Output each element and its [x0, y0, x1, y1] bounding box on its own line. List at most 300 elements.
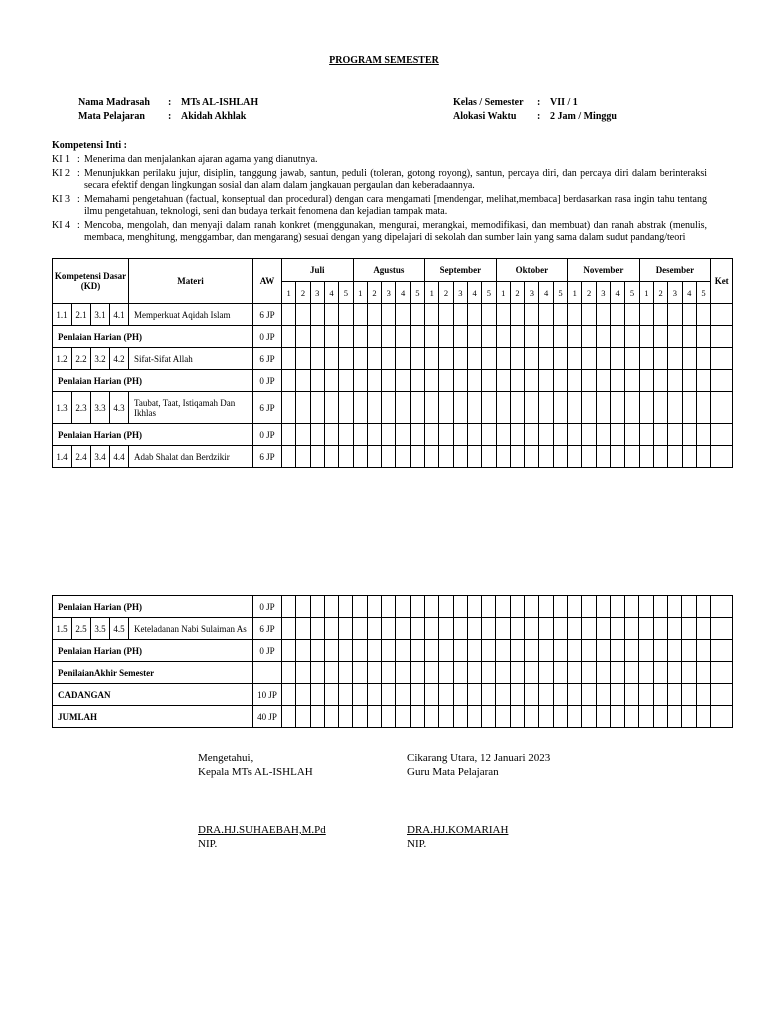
week-cell — [496, 618, 510, 640]
week-cell — [453, 684, 467, 706]
week-cell — [582, 304, 596, 326]
table-row — [53, 706, 733, 728]
week-cell — [339, 446, 353, 468]
week-cell — [310, 326, 324, 348]
ki-text: Menunjukkan perilaku jujur, disiplin, tanggung jawab, santun, peduli (toleran, gotong royong), santun, percaya diri, dan percaya diri dalam berinteraksi secara efektif dengan lingkungan sosial dan alam dalam jangkauan pergaulan dan keberadaannya. — [84, 168, 707, 191]
ki-item — [52, 154, 707, 166]
ket-cell — [711, 304, 733, 326]
week-number: 4 — [396, 282, 410, 304]
week-cell — [482, 684, 496, 706]
week-number: 3 — [668, 282, 682, 304]
row-label-cell: PenilaianAkhir Semester — [53, 662, 253, 684]
week-number: 4 — [539, 282, 553, 304]
ket-cell — [710, 640, 732, 662]
row-label-cell: JUMLAH — [53, 706, 253, 728]
aw-cell: 10 JP — [253, 684, 282, 706]
week-number: 1 — [496, 282, 510, 304]
week-cell — [539, 618, 553, 640]
week-cell — [353, 370, 367, 392]
week-cell — [367, 326, 381, 348]
week-cell — [625, 348, 639, 370]
week-cell — [496, 392, 510, 424]
aw-cell: 0 JP — [253, 326, 282, 348]
week-cell — [282, 348, 296, 370]
row-label-cell: Penlaian Harian (PH) — [53, 370, 253, 392]
week-cell — [424, 618, 438, 640]
week-cell — [382, 446, 396, 468]
week-cell — [582, 348, 596, 370]
week-cell — [525, 706, 539, 728]
week-cell — [324, 618, 338, 640]
week-number: 2 — [439, 282, 453, 304]
week-cell — [596, 706, 610, 728]
ki-item — [52, 220, 707, 256]
week-cell — [453, 446, 467, 468]
signature-right — [407, 751, 550, 851]
week-cell — [339, 326, 353, 348]
week-cell — [339, 618, 353, 640]
week-cell — [611, 304, 625, 326]
week-cell — [610, 596, 624, 618]
week-cell — [439, 424, 453, 446]
week-cell — [482, 618, 496, 640]
week-number: 5 — [625, 282, 639, 304]
week-cell — [310, 348, 324, 370]
signature-left — [198, 751, 326, 851]
table-row — [53, 446, 733, 468]
week-number: 2 — [653, 282, 667, 304]
kd-code-cell: 1.4 — [53, 446, 72, 468]
week-cell — [282, 424, 296, 446]
week-cell — [353, 662, 367, 684]
week-cell — [324, 326, 338, 348]
week-cell — [668, 596, 682, 618]
aw-cell: 6 JP — [253, 348, 282, 370]
week-cell — [339, 304, 353, 326]
aw-cell: 6 JP — [253, 392, 282, 424]
kd-code-cell: 1.2 — [53, 348, 72, 370]
aw-cell: 40 JP — [253, 706, 282, 728]
week-cell — [639, 684, 653, 706]
week-cell — [396, 370, 410, 392]
week-cell — [668, 392, 682, 424]
week-cell — [296, 662, 310, 684]
week-number: 1 — [282, 282, 296, 304]
week-cell — [425, 370, 439, 392]
week-cell — [582, 662, 596, 684]
week-cell — [367, 640, 381, 662]
week-cell — [653, 424, 667, 446]
week-cell — [396, 618, 410, 640]
week-cell — [367, 424, 381, 446]
row-label-cell: Penlaian Harian (PH) — [53, 640, 253, 662]
week-cell — [696, 706, 710, 728]
ki-item — [52, 194, 707, 218]
week-cell — [625, 370, 639, 392]
week-cell — [496, 370, 510, 392]
kd-code-cell: 4.5 — [110, 618, 129, 640]
kd-code-cell: 1.5 — [53, 618, 72, 640]
kd-code-cell: 2.3 — [72, 392, 91, 424]
week-cell — [367, 706, 381, 728]
signature-left-line2: Kepala MTs AL-ISHLAH — [198, 766, 313, 778]
week-cell — [568, 392, 582, 424]
kd-code-cell: 1.3 — [53, 392, 72, 424]
week-cell — [339, 684, 353, 706]
week-cell — [296, 370, 310, 392]
row-label-cell: CADANGAN — [53, 684, 253, 706]
ki-colon: : — [77, 220, 80, 231]
week-cell — [282, 596, 296, 618]
week-cell — [425, 424, 439, 446]
week-cell — [353, 446, 367, 468]
week-cell — [567, 684, 581, 706]
aw-cell: 6 JP — [253, 446, 282, 468]
week-cell — [396, 640, 410, 662]
week-cell — [424, 662, 438, 684]
week-cell — [382, 424, 396, 446]
week-cell — [324, 348, 338, 370]
week-cell — [567, 706, 581, 728]
week-cell — [439, 446, 453, 468]
ki-code: KI 1 — [52, 154, 71, 165]
week-number: 1 — [568, 282, 582, 304]
week-cell — [453, 596, 467, 618]
kd-code-cell: 1.1 — [53, 304, 72, 326]
week-cell — [553, 304, 567, 326]
week-cell — [496, 684, 510, 706]
week-cell — [410, 326, 424, 348]
week-cell — [310, 424, 324, 446]
table-row — [53, 596, 733, 618]
week-cell — [367, 392, 381, 424]
week-cell — [382, 618, 396, 640]
alokasi-waktu-colon: : — [537, 111, 541, 122]
week-cell — [653, 392, 667, 424]
week-cell — [682, 326, 696, 348]
week-cell — [482, 662, 496, 684]
week-cell — [611, 446, 625, 468]
row-label-cell: Penlaian Harian (PH) — [53, 424, 253, 446]
signature-right-name: DRA.HJ.KOMARIAH — [407, 824, 509, 836]
week-cell — [482, 370, 496, 392]
week-cell — [467, 348, 481, 370]
week-cell — [353, 596, 367, 618]
week-cell — [553, 596, 567, 618]
week-cell — [639, 304, 653, 326]
week-cell — [467, 446, 481, 468]
week-cell — [410, 370, 424, 392]
week-cell — [396, 326, 410, 348]
ket-cell — [710, 684, 732, 706]
week-cell — [653, 348, 667, 370]
week-cell — [568, 424, 582, 446]
week-cell — [596, 424, 610, 446]
week-cell — [324, 370, 338, 392]
kelas-semester-label: Kelas / Semester — [453, 97, 524, 108]
week-cell — [510, 706, 524, 728]
week-cell — [282, 304, 296, 326]
week-cell — [510, 446, 524, 468]
week-cell — [453, 424, 467, 446]
week-cell — [282, 392, 296, 424]
week-number: 4 — [324, 282, 338, 304]
week-cell — [596, 304, 610, 326]
week-cell — [525, 326, 539, 348]
week-cell — [553, 640, 567, 662]
week-cell — [467, 370, 481, 392]
week-number: 1 — [639, 282, 653, 304]
nama-madrasah-value: MTs AL-ISHLAH — [181, 97, 259, 108]
week-cell — [596, 326, 610, 348]
week-cell — [668, 446, 682, 468]
week-cell — [668, 348, 682, 370]
week-cell — [625, 596, 639, 618]
kd-code-cell: 3.3 — [91, 392, 110, 424]
week-cell — [467, 618, 481, 640]
materi-cell: Keteladanan Nabi Sulaiman As — [129, 618, 253, 640]
materi-cell: Adab Shalat dan Berdzikir — [129, 446, 253, 468]
table-row — [53, 348, 733, 370]
week-number: 4 — [611, 282, 625, 304]
week-cell — [668, 370, 682, 392]
week-cell — [596, 684, 610, 706]
week-cell — [525, 424, 539, 446]
week-cell — [639, 424, 653, 446]
week-cell — [496, 424, 510, 446]
week-cell — [582, 424, 596, 446]
week-cell — [553, 662, 567, 684]
week-cell — [482, 392, 496, 424]
week-cell — [296, 618, 310, 640]
week-cell — [324, 684, 338, 706]
ki-colon: : — [77, 194, 80, 205]
week-cell — [324, 424, 338, 446]
row-label-cell: Penlaian Harian (PH) — [53, 326, 253, 348]
week-cell — [382, 706, 396, 728]
week-cell — [310, 392, 324, 424]
week-cell — [296, 446, 310, 468]
week-cell — [696, 392, 710, 424]
week-cell — [425, 446, 439, 468]
materi-header: Materi — [129, 259, 253, 304]
week-cell — [467, 684, 481, 706]
week-cell — [367, 446, 381, 468]
week-cell — [568, 348, 582, 370]
ket-cell — [710, 618, 732, 640]
week-cell — [353, 304, 367, 326]
week-cell — [467, 596, 481, 618]
week-cell — [339, 662, 353, 684]
table-row — [53, 618, 733, 640]
week-cell — [582, 446, 596, 468]
week-cell — [410, 706, 424, 728]
week-cell — [525, 640, 539, 662]
week-cell — [696, 304, 710, 326]
nama-madrasah-label: Nama Madrasah — [78, 97, 150, 108]
week-cell — [410, 662, 424, 684]
week-cell — [510, 392, 524, 424]
week-cell — [510, 640, 524, 662]
week-cell — [682, 596, 696, 618]
week-cell — [496, 446, 510, 468]
week-cell — [382, 304, 396, 326]
week-cell — [353, 640, 367, 662]
signature-right-line2: Guru Mata Pelajaran — [407, 766, 499, 778]
week-cell — [296, 684, 310, 706]
week-cell — [510, 326, 524, 348]
materi-cell: Memperkuat Aqidah Islam — [129, 304, 253, 326]
week-cell — [482, 326, 496, 348]
week-cell — [539, 326, 553, 348]
aw-cell: 0 JP — [253, 370, 282, 392]
week-cell — [582, 684, 596, 706]
week-cell — [396, 348, 410, 370]
week-cell — [339, 348, 353, 370]
week-cell — [625, 618, 639, 640]
week-cell — [339, 392, 353, 424]
week-cell — [296, 596, 310, 618]
week-cell — [639, 596, 653, 618]
kompetensi-inti-heading: Kompetensi Inti : — [52, 140, 127, 151]
week-cell — [410, 304, 424, 326]
week-cell — [424, 684, 438, 706]
week-number: 3 — [310, 282, 324, 304]
week-cell — [682, 304, 696, 326]
week-cell — [611, 348, 625, 370]
ket-cell — [711, 446, 733, 468]
week-cell — [353, 392, 367, 424]
week-cell — [496, 706, 510, 728]
week-cell — [582, 706, 596, 728]
aw-header: AW — [253, 259, 282, 304]
kd-header: Kompetensi Dasar (KD) — [53, 259, 129, 304]
week-cell — [367, 618, 381, 640]
week-cell — [396, 596, 410, 618]
table-row — [53, 304, 733, 326]
week-cell — [682, 662, 696, 684]
week-cell — [367, 596, 381, 618]
week-cell — [639, 392, 653, 424]
week-cell — [682, 348, 696, 370]
week-cell — [525, 662, 539, 684]
ket-cell — [711, 424, 733, 446]
week-cell — [596, 446, 610, 468]
week-cell — [610, 706, 624, 728]
week-cell — [696, 348, 710, 370]
week-cell — [553, 392, 567, 424]
week-cell — [496, 640, 510, 662]
week-cell — [682, 424, 696, 446]
week-number: 1 — [353, 282, 367, 304]
week-cell — [339, 370, 353, 392]
ket-cell — [710, 706, 732, 728]
week-cell — [453, 326, 467, 348]
week-cell — [453, 662, 467, 684]
week-cell — [668, 618, 682, 640]
week-cell — [568, 304, 582, 326]
week-cell — [682, 618, 696, 640]
week-cell — [396, 424, 410, 446]
week-cell — [525, 348, 539, 370]
week-cell — [439, 304, 453, 326]
week-cell — [382, 392, 396, 424]
week-cell — [339, 596, 353, 618]
week-cell — [282, 662, 296, 684]
week-cell — [396, 706, 410, 728]
week-cell — [367, 304, 381, 326]
week-cell — [596, 618, 610, 640]
week-cell — [639, 446, 653, 468]
week-cell — [453, 304, 467, 326]
week-cell — [596, 640, 610, 662]
week-cell — [553, 446, 567, 468]
week-cell — [482, 348, 496, 370]
kelas-semester-value: VII / 1 — [550, 97, 578, 108]
week-cell — [324, 446, 338, 468]
week-cell — [539, 662, 553, 684]
week-cell — [696, 684, 710, 706]
week-cell — [696, 618, 710, 640]
week-cell — [467, 662, 481, 684]
table-row — [53, 684, 733, 706]
week-cell — [339, 424, 353, 446]
week-cell — [653, 706, 667, 728]
week-cell — [424, 706, 438, 728]
week-cell — [424, 640, 438, 662]
week-cell — [610, 662, 624, 684]
week-cell — [525, 684, 539, 706]
week-cell — [653, 662, 667, 684]
ki-item — [52, 168, 707, 192]
week-cell — [653, 618, 667, 640]
mata-pelajaran-value: Akidah Akhlak — [181, 111, 247, 122]
aw-cell: 6 JP — [253, 304, 282, 326]
week-cell — [410, 640, 424, 662]
week-cell — [639, 706, 653, 728]
week-cell — [410, 348, 424, 370]
week-cell — [439, 640, 453, 662]
alokasi-waktu-label: Alokasi Waktu — [453, 111, 517, 122]
ket-cell — [710, 662, 732, 684]
ket-cell — [711, 326, 733, 348]
week-cell — [424, 596, 438, 618]
week-cell — [382, 662, 396, 684]
week-cell — [496, 348, 510, 370]
week-cell — [382, 326, 396, 348]
week-cell — [639, 618, 653, 640]
week-cell — [596, 370, 610, 392]
week-number: 2 — [510, 282, 524, 304]
week-cell — [324, 662, 338, 684]
week-cell — [396, 446, 410, 468]
week-cell — [482, 446, 496, 468]
ki-colon: : — [77, 154, 80, 165]
week-cell — [668, 640, 682, 662]
table-row — [53, 326, 733, 348]
week-cell — [539, 446, 553, 468]
kd-code-cell: 3.5 — [91, 618, 110, 640]
week-cell — [567, 596, 581, 618]
week-number: 5 — [482, 282, 496, 304]
week-cell — [396, 304, 410, 326]
week-cell — [525, 392, 539, 424]
week-cell — [310, 640, 324, 662]
aw-cell: 0 JP — [253, 424, 282, 446]
week-cell — [310, 618, 324, 640]
week-cell — [625, 446, 639, 468]
week-cell — [567, 662, 581, 684]
